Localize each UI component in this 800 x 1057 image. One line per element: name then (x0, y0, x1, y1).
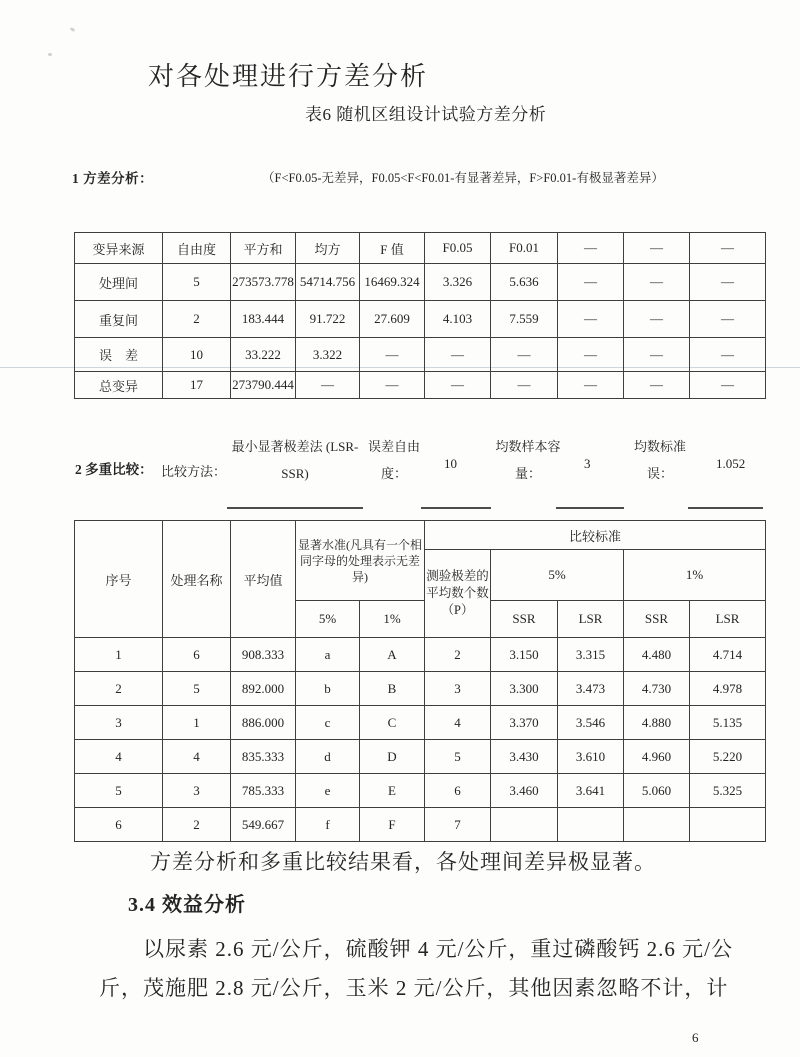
cell: 33.222 (231, 338, 296, 372)
cell: 3.322 (296, 338, 360, 372)
method-value: 最小显著极差法 (LSR-SSR) (231, 439, 359, 481)
cell: 3.326 (425, 264, 491, 301)
cell: d (296, 740, 360, 774)
header-cell: 自由度 (163, 233, 231, 264)
underline (556, 507, 624, 509)
cell: 6 (163, 638, 231, 672)
cell (624, 808, 690, 842)
cell: 3.370 (491, 706, 558, 740)
cell: — (624, 264, 690, 301)
cell: 5.135 (690, 706, 766, 740)
cell: — (624, 338, 690, 372)
cell: 5.325 (690, 774, 766, 808)
cell (690, 808, 766, 842)
cell: — (690, 372, 766, 399)
cell: — (690, 301, 766, 338)
underline (421, 507, 491, 509)
cell: — (690, 338, 766, 372)
cell: 273790.444 (231, 372, 296, 399)
cell: 27.609 (360, 301, 425, 338)
cell: 4 (75, 740, 163, 774)
cell: — (360, 372, 425, 399)
header-cell: LSR (558, 601, 624, 638)
sample-size-label: 均数样本容量： (495, 439, 561, 481)
header-cell: — (558, 233, 624, 264)
cell: — (690, 264, 766, 301)
header-cell: F0.05 (425, 233, 491, 264)
header-cell: SSR (491, 601, 558, 638)
header-cell: 测验极差的平均数个数（P） (425, 550, 491, 638)
cell: 6 (425, 774, 491, 808)
anova-header-row (75, 233, 766, 264)
cell: 4.978 (690, 672, 766, 706)
cell: 2 (425, 638, 491, 672)
table-row (75, 672, 766, 706)
cell: 549.667 (231, 808, 296, 842)
cell: f (296, 808, 360, 842)
cell: 4.480 (624, 638, 690, 672)
cell: 4.960 (624, 740, 690, 774)
cell: 6 (75, 808, 163, 842)
header-cell: 平均值 (231, 521, 296, 638)
cell: B (360, 672, 425, 706)
cell: 4 (425, 706, 491, 740)
cell: — (558, 338, 624, 372)
cell: 892.000 (231, 672, 296, 706)
cell: 5 (163, 672, 231, 706)
cell: 10 (163, 338, 231, 372)
table-row (75, 774, 766, 808)
cell: 4 (163, 740, 231, 774)
cell: c (296, 706, 360, 740)
cell: C (360, 706, 425, 740)
anova-table (74, 232, 766, 399)
header-cell: LSR (690, 601, 766, 638)
cell: 3.315 (558, 638, 624, 672)
table-row (75, 372, 766, 399)
cell: 3.473 (558, 672, 624, 706)
cell: 3.641 (558, 774, 624, 808)
cell: 183.444 (231, 301, 296, 338)
cell: 5 (75, 774, 163, 808)
cell: 3.150 (491, 638, 558, 672)
underline (227, 507, 363, 509)
cell: — (425, 372, 491, 399)
cell: — (624, 301, 690, 338)
cell: 908.333 (231, 638, 296, 672)
cell: D (360, 740, 425, 774)
header-cell: 5% (296, 601, 360, 638)
cell: 5.220 (690, 740, 766, 774)
scan-speck (70, 27, 76, 32)
cell: e (296, 774, 360, 808)
cell: — (558, 372, 624, 399)
cell: 2 (163, 301, 231, 338)
cell: A (360, 638, 425, 672)
df-label: 误差自由度： (367, 439, 420, 481)
cell: — (624, 372, 690, 399)
table6-caption: 表6 随机区组设计试验方差分析 (305, 105, 547, 124)
cell (491, 808, 558, 842)
cell: — (558, 301, 624, 338)
cell: 3.300 (491, 672, 558, 706)
cell: 5.636 (491, 264, 558, 301)
cell: 91.722 (296, 301, 360, 338)
section1-note: （F<F0.05-无差异，F0.05<F<F0.01-有显著差异，F>F0.01-有极显著差异） (262, 171, 664, 185)
cell: — (491, 338, 558, 372)
cell: 4.730 (624, 672, 690, 706)
table-row (75, 638, 766, 672)
cell: 3.430 (491, 740, 558, 774)
section2-label: 2 多重比较： (75, 462, 153, 477)
cell: 4.880 (624, 706, 690, 740)
cell: 3.546 (558, 706, 624, 740)
page-title: 对各处理进行方差分析 (148, 62, 429, 91)
header-cell: 均方 (296, 233, 360, 264)
cell: b (296, 672, 360, 706)
std-error-label: 均数标准误： (633, 439, 686, 481)
page-number: 6 (692, 1030, 699, 1045)
cell: — (296, 372, 360, 399)
section1-label: 1 方差分析： (72, 171, 154, 186)
cell: E (360, 774, 425, 808)
header-cell: F0.01 (491, 233, 558, 264)
cell: — (360, 338, 425, 372)
cell: 7 (425, 808, 491, 842)
cell: 4.103 (425, 301, 491, 338)
header-cell: — (624, 233, 690, 264)
cell: 7.559 (491, 301, 558, 338)
table-row (75, 338, 766, 372)
cell: 重复间 (75, 301, 163, 338)
header-cell: 1% (624, 550, 766, 601)
multiple-comparison-table (74, 520, 766, 842)
cell: 3 (163, 774, 231, 808)
cell: 835.333 (231, 740, 296, 774)
cell: a (296, 638, 360, 672)
cell: 54714.756 (296, 264, 360, 301)
cell: 3.460 (491, 774, 558, 808)
std-error-value: 1.052 (716, 456, 746, 471)
cell: 16469.324 (360, 264, 425, 301)
cell: 2 (163, 808, 231, 842)
table-row (75, 740, 766, 774)
header-cell: 变异来源 (75, 233, 163, 264)
cell: 3.610 (558, 740, 624, 774)
cell: 总变异 (75, 372, 163, 399)
df-value: 10 (444, 456, 457, 471)
header-cell: 5% (491, 550, 624, 601)
cell: 3 (75, 706, 163, 740)
conclusion-text: 方差分析和多重比较结果看，各处理间差异极显著。 (150, 850, 656, 874)
header-cell: F 值 (360, 233, 425, 264)
header-cell: SSR (624, 601, 690, 638)
header-cell: 处理名称 (163, 521, 231, 638)
header-cell: 序号 (75, 521, 163, 638)
section34-heading: 3.4 效益分析 (128, 894, 246, 916)
header-cell: 显著水准(凡具有一个相同字母的处理表示无差异) (296, 521, 425, 601)
cell: 5 (163, 264, 231, 301)
cell: 2 (75, 672, 163, 706)
cell: F (360, 808, 425, 842)
method-label: 比较方法： (161, 464, 227, 479)
paragraph-line: 以尿素 2.6 元/公斤，硫酸钾 4 元/公斤，重过磷酸钙 2.6 元/公 (143, 937, 734, 961)
cell: 5 (425, 740, 491, 774)
cell: 4.714 (690, 638, 766, 672)
header-cell: 比较标准 (425, 521, 766, 550)
cmp-header-row-1 (75, 521, 766, 550)
table-row (75, 706, 766, 740)
header-cell: 1% (360, 601, 425, 638)
cell: 1 (163, 706, 231, 740)
cell: 1 (75, 638, 163, 672)
sample-size-value: 3 (584, 456, 591, 471)
cell: 785.333 (231, 774, 296, 808)
scan-speck (48, 53, 52, 56)
paragraph-line: 斤，茂施肥 2.8 元/公斤，玉米 2 元/公斤，其他因素忽略不计，计 (99, 976, 729, 1000)
cell: — (425, 338, 491, 372)
cell: — (558, 264, 624, 301)
header-cell: — (690, 233, 766, 264)
table-row (75, 301, 766, 338)
cell: 3 (425, 672, 491, 706)
cell (558, 808, 624, 842)
underline (688, 507, 763, 509)
cell: 误 差 (75, 338, 163, 372)
cell: 5.060 (624, 774, 690, 808)
cell: 处理间 (75, 264, 163, 301)
cell: 17 (163, 372, 231, 399)
cell: 273573.778 (231, 264, 296, 301)
cell: — (491, 372, 558, 399)
table-row (75, 808, 766, 842)
header-cell: 平方和 (231, 233, 296, 264)
table-row (75, 264, 766, 301)
cell: 886.000 (231, 706, 296, 740)
